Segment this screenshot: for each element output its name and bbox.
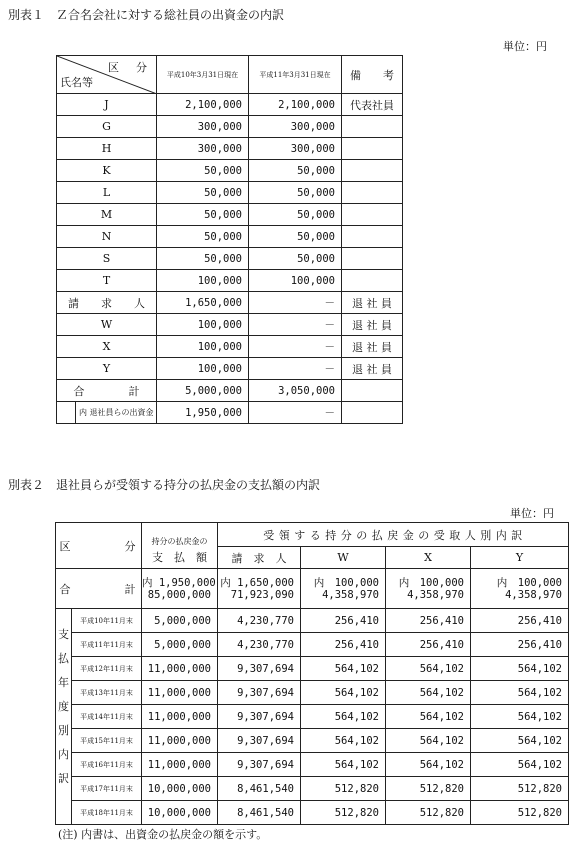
row-note xyxy=(342,204,403,226)
t2-side-char: 支 xyxy=(58,628,69,641)
table-row xyxy=(57,292,403,314)
table-row xyxy=(57,116,403,138)
t2-total-w: 内 100,000 4,358,970 xyxy=(301,569,386,609)
row-name: X xyxy=(57,336,157,358)
t2-row-w: 512,820 xyxy=(301,801,386,825)
t2-total-req: 内 1,650,000 71,923,090 xyxy=(218,569,301,609)
t2-row-pay: 10,000,000 xyxy=(142,801,218,825)
t2-row-w: 564,102 xyxy=(301,705,386,729)
t2-row-year: 平成11年11月末 xyxy=(72,633,142,657)
row-note: 退 社 員 xyxy=(342,292,403,314)
table2-unit: 単位：円 xyxy=(510,507,554,520)
row-v2: 50,000 xyxy=(249,204,342,226)
t2-row-y: 256,410 xyxy=(471,633,569,657)
table-row xyxy=(57,204,403,226)
row-v1: 1,650,000 xyxy=(157,292,249,314)
t2-side-char: 払 xyxy=(58,652,69,665)
row-v2: 50,000 xyxy=(249,160,342,182)
row-note xyxy=(342,116,403,138)
row-note: 退 社 員 xyxy=(342,314,403,336)
table1 xyxy=(56,55,403,424)
t2-row-req: 8,461,540 xyxy=(218,801,301,825)
row-note xyxy=(342,138,403,160)
table-row xyxy=(57,182,403,204)
row-name: M xyxy=(57,204,157,226)
table-row xyxy=(57,138,403,160)
row-v1: 50,000 xyxy=(157,204,249,226)
row-v1: 50,000 xyxy=(157,248,249,270)
t2-row-y: 512,820 xyxy=(471,801,569,825)
table-row xyxy=(57,336,403,358)
t2-row-req: 4,230,770 xyxy=(218,633,301,657)
t2-header-x: X xyxy=(386,547,471,569)
t2-row-year: 平成17年11月末 xyxy=(72,777,142,801)
t2-header-pay-top: 持分の払戻金の xyxy=(142,523,218,547)
t2-row-w: 256,410 xyxy=(301,633,386,657)
row-name: 合 計 xyxy=(57,380,157,402)
table1-unit: 単位：円 xyxy=(503,40,547,53)
row-name: L xyxy=(57,182,157,204)
table-row xyxy=(57,160,403,182)
t2-row-year: 平成18年11月末 xyxy=(72,801,142,825)
t2-row-y: 564,102 xyxy=(471,753,569,777)
table-row xyxy=(56,753,569,777)
table1-header-row xyxy=(57,56,403,94)
table2-header-row1 xyxy=(56,523,569,547)
t2-row-pay: 5,000,000 xyxy=(142,609,218,633)
t2-side-label xyxy=(56,609,72,825)
row-v1: 100,000 xyxy=(157,336,249,358)
row-v1: 5,000,000 xyxy=(157,380,249,402)
t2-row-year: 平成15年11月末 xyxy=(72,729,142,753)
table-row xyxy=(57,226,403,248)
t2-total-label: 合 計 xyxy=(56,569,142,609)
sub-note xyxy=(342,402,403,424)
row-v2: － xyxy=(249,314,342,336)
table-row xyxy=(57,380,403,402)
t2-row-year: 平成16年11月末 xyxy=(72,753,142,777)
table-row xyxy=(57,94,403,116)
t2-header-pay-bottom: 支 払 額 xyxy=(142,547,218,569)
t2-row-x: 512,820 xyxy=(386,801,471,825)
t2-row-x: 256,410 xyxy=(386,633,471,657)
table2 xyxy=(55,522,569,825)
row-v2: 300,000 xyxy=(249,138,342,160)
row-name: S xyxy=(57,248,157,270)
t2-row-req: 9,307,694 xyxy=(218,657,301,681)
t2-total-y: 内 100,000 4,358,970 xyxy=(471,569,569,609)
sub-v2: － xyxy=(249,402,342,424)
row-v1: 300,000 xyxy=(157,116,249,138)
table2-title: 別表２ 退社員らが受領する持分の払戻金の支払額の内訳 xyxy=(8,478,321,492)
row-note xyxy=(342,226,403,248)
t2-row-x: 564,102 xyxy=(386,729,471,753)
sub-label-cell xyxy=(57,402,157,424)
t2-row-req: 9,307,694 xyxy=(218,705,301,729)
row-name: G xyxy=(57,116,157,138)
row-name: Y xyxy=(57,358,157,380)
row-note xyxy=(342,160,403,182)
t2-row-pay: 11,000,000 xyxy=(142,681,218,705)
table-row xyxy=(57,270,403,292)
row-v2: － xyxy=(249,358,342,380)
t2-row-req: 9,307,694 xyxy=(218,681,301,705)
table-row xyxy=(56,705,569,729)
row-v2: 50,000 xyxy=(249,226,342,248)
t2-row-x: 564,102 xyxy=(386,753,471,777)
row-note xyxy=(342,270,403,292)
t2-header-y: Y xyxy=(471,547,569,569)
t2-row-pay: 5,000,000 xyxy=(142,633,218,657)
t2-header-w: W xyxy=(301,547,386,569)
t2-row-x: 256,410 xyxy=(386,609,471,633)
t2-row-pay: 11,000,000 xyxy=(142,657,218,681)
row-v1: 100,000 xyxy=(157,270,249,292)
t2-row-y: 564,102 xyxy=(471,657,569,681)
table-row xyxy=(56,801,569,825)
t2-row-req: 9,307,694 xyxy=(218,729,301,753)
t2-row-x: 564,102 xyxy=(386,681,471,705)
t2-row-w: 564,102 xyxy=(301,753,386,777)
row-v2: 50,000 xyxy=(249,248,342,270)
t2-row-req: 8,461,540 xyxy=(218,777,301,801)
row-note xyxy=(342,248,403,270)
t2-header-kubun: 区 分 xyxy=(56,523,142,569)
row-note: 退 社 員 xyxy=(342,358,403,380)
t2-row-w: 564,102 xyxy=(301,657,386,681)
row-name: N xyxy=(57,226,157,248)
t2-row-y: 256,410 xyxy=(471,609,569,633)
t2-row-y: 564,102 xyxy=(471,705,569,729)
t2-row-pay: 10,000,000 xyxy=(142,777,218,801)
table2-note: (注) 内書は、出資金の払戻金の額を示す。 xyxy=(58,828,268,841)
t2-row-w: 564,102 xyxy=(301,729,386,753)
row-name: K xyxy=(57,160,157,182)
t2-row-pay: 11,000,000 xyxy=(142,729,218,753)
row-note: 代表社員 xyxy=(342,94,403,116)
header-col1: 平成10年3月31日現在 xyxy=(157,56,249,94)
t2-row-req: 4,230,770 xyxy=(218,609,301,633)
row-v1: 50,000 xyxy=(157,182,249,204)
t2-row-x: 512,820 xyxy=(386,777,471,801)
row-v2: － xyxy=(249,292,342,314)
row-note: 退 社 員 xyxy=(342,336,403,358)
row-v1: 50,000 xyxy=(157,226,249,248)
t2-row-year: 平成12年11月末 xyxy=(72,657,142,681)
t2-row-y: 564,102 xyxy=(471,681,569,705)
table-row xyxy=(56,657,569,681)
t2-row-y: 564,102 xyxy=(471,729,569,753)
table-row xyxy=(56,609,569,633)
row-name: 請 求 人 xyxy=(57,292,157,314)
table-row xyxy=(57,358,403,380)
row-v2: 100,000 xyxy=(249,270,342,292)
row-v2: 300,000 xyxy=(249,116,342,138)
row-name: J xyxy=(57,94,157,116)
row-note xyxy=(342,182,403,204)
row-v1: 300,000 xyxy=(157,138,249,160)
header-kubun: 区 分 xyxy=(108,61,150,74)
row-v2: 3,050,000 xyxy=(249,380,342,402)
sub-label: 内 退社員らの出資金 xyxy=(79,408,154,417)
t2-side-char: 年 xyxy=(58,676,69,689)
row-name: T xyxy=(57,270,157,292)
t2-total-x: 内 100,000 4,358,970 xyxy=(386,569,471,609)
row-v1: 100,000 xyxy=(157,314,249,336)
t2-row-w: 512,820 xyxy=(301,777,386,801)
row-v2: － xyxy=(249,336,342,358)
t2-header-req: 請 求 人 xyxy=(218,547,301,569)
header-note: 備 考 xyxy=(342,56,403,94)
t2-row-w: 256,410 xyxy=(301,609,386,633)
table-row xyxy=(57,248,403,270)
table-row xyxy=(56,777,569,801)
row-name: W xyxy=(57,314,157,336)
t2-row-y: 512,820 xyxy=(471,777,569,801)
row-v1: 2,100,000 xyxy=(157,94,249,116)
t2-row-pay: 11,000,000 xyxy=(142,705,218,729)
t2-total-pay: 内 1,950,000 85,000,000 xyxy=(142,569,218,609)
t2-row-year: 平成10年11月末 xyxy=(72,609,142,633)
table-row xyxy=(57,314,403,336)
table1-title: 別表１ Ｚ合名会社に対する総社員の出資金の内訳 xyxy=(8,8,285,22)
sub-v1: 1,950,000 xyxy=(157,402,249,424)
t2-row-year: 平成14年11月末 xyxy=(72,705,142,729)
t2-side-char: 別 xyxy=(58,724,69,737)
table2-total-row xyxy=(56,569,569,609)
t2-row-pay: 11,000,000 xyxy=(142,753,218,777)
t2-side-char: 度 xyxy=(58,700,69,713)
t2-row-req: 9,307,694 xyxy=(218,753,301,777)
t2-row-w: 564,102 xyxy=(301,681,386,705)
t2-row-x: 564,102 xyxy=(386,657,471,681)
header-name: 氏名等 xyxy=(60,76,93,89)
header-col2: 平成11年3月31日現在 xyxy=(249,56,342,94)
t2-side-char: 内 xyxy=(58,748,69,761)
row-v2: 2,100,000 xyxy=(249,94,342,116)
row-name: H xyxy=(57,138,157,160)
table-row xyxy=(56,633,569,657)
table-row xyxy=(56,729,569,753)
table-row xyxy=(56,681,569,705)
row-note xyxy=(342,380,403,402)
row-v1: 50,000 xyxy=(157,160,249,182)
table1-sub-row xyxy=(57,402,403,424)
t2-row-year: 平成13年11月末 xyxy=(72,681,142,705)
t2-header-recv: 受 領 す る 持 分 の 払 戻 金 の 受 取 人 別 内 訳 xyxy=(218,523,569,547)
table1-corner-cell xyxy=(57,56,157,94)
row-v1: 100,000 xyxy=(157,358,249,380)
t2-row-x: 564,102 xyxy=(386,705,471,729)
row-v2: 50,000 xyxy=(249,182,342,204)
t2-side-char: 訳 xyxy=(58,772,69,785)
